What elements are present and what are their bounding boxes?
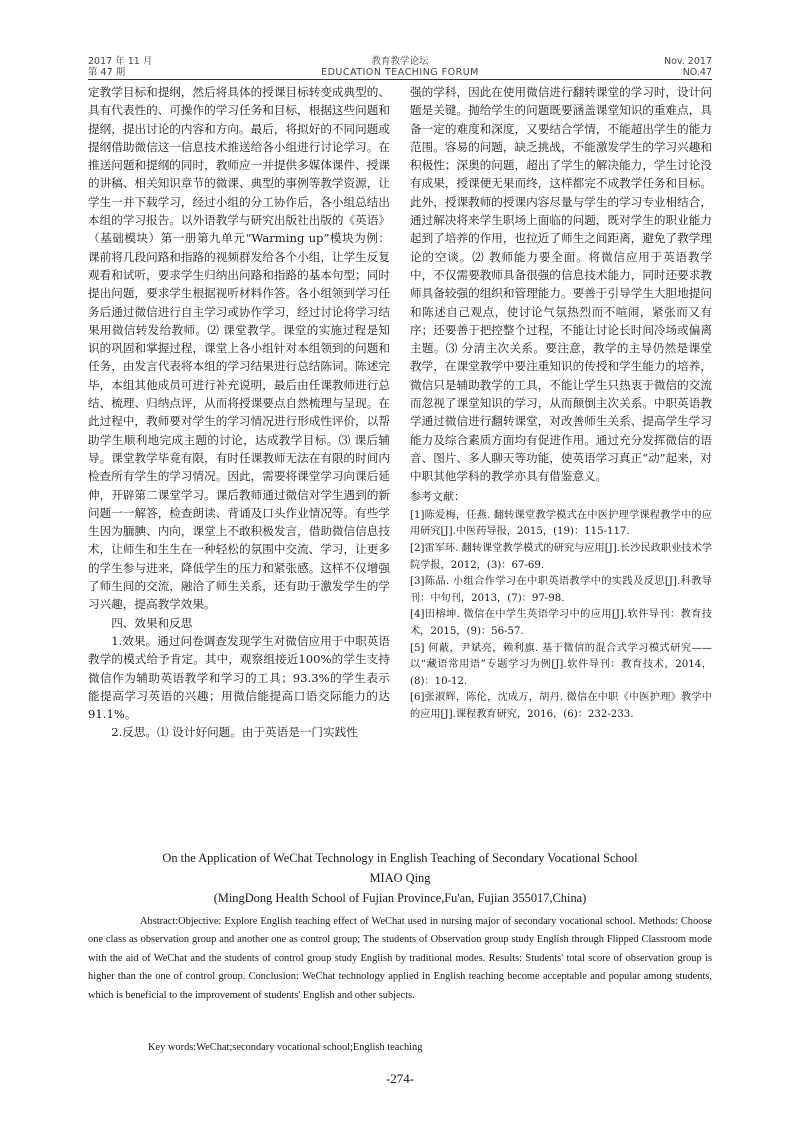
references-list [410, 508, 712, 724]
references-title: 参考文献： [410, 489, 465, 503]
keywords-text: WeChat;secondary vocational school;English teaching [196, 1042, 423, 1053]
english-author: MIAO Qing [369, 871, 431, 885]
english-abstract [88, 913, 712, 1005]
right-column [410, 83, 712, 841]
reference-item: [2]雷军环. 翻转课堂教学模式的研究与应用[J].长沙民政职业技术学院学报，2012，(3)：67-69. [410, 543, 712, 571]
reference-item: [6]张淑辉，陈伦，沈成万，胡丹. 微信在中职《中医护理》教学中的应用[J].课程教育研究，2016，(6)：232-233. [410, 692, 712, 720]
reference-item: [1]陈爱梅，任燕. 翻转课堂教学模式在中医护理学课程教学中的应用研究[J].中医药导报，2015，(19)：115-117. [410, 509, 712, 538]
header-issue: 第 47 期 [88, 67, 126, 78]
reference-item: [5] 何蔽，尹斌亮，赖利旗. 基于微信的混合式学习模式研究——以“藏语常用语”专题学习为例[J].软件导刊：教育技术，2014，(8)：10-12. [410, 642, 712, 687]
keywords-label: Key words: [148, 1042, 197, 1053]
abstract-text: Objective: Explore English teaching effect of WeChat used in nursing major of secondary vocational school. Methods: Choose one class as observation group and another one as control group; The students of Observation group study English through Flipped Classroom mode with the aid of WeChat and the students of control group study English by traditional modes. Results: Students' total score of observation group is higher than the one of control group. Conclusion: WeChat technology applied in English teaching become acceptable and popular among students, which is beneficial to the improvement of students' English and other subjects. [88, 916, 712, 1001]
left-paragraph: 1.效果。通过问卷调查发现学生对微信应用于中职英语教学的模式给予肯定。其中，观察组接近100%的学生支持微信作为辅助英语教学和学习的工具；93.3%的学生表示能提高学习英语的兴趣；用微信能提高口语交际能力的达91.1%。 [88, 633, 390, 722]
journal-name-cn: 教育教学论坛 [371, 56, 429, 67]
journal-name-en: EDUCATION TEACHING FORUM [321, 67, 479, 78]
abstract-label: Abstract: [140, 916, 179, 927]
header-right [664, 56, 712, 78]
header-left [88, 56, 152, 78]
header-rule [88, 79, 712, 80]
reference-item: [3]陈晶. 小组合作学习在中职英语教学中的实践及反思[J].科教导刊：中旬刊，2013，(7)：97-98. [410, 576, 712, 604]
english-title: On the Application of WeChat Technology in English Teaching of Secondary Vocational School [162, 851, 638, 865]
english-keywords [148, 1042, 712, 1053]
header-issue-en: NO.47 [682, 67, 712, 78]
left-paragraph: 定教学目标和提纲，然后将具体的授课目标转变成典型的、具有代表性的、可操作的学习任务和目标，根据这些问题和提纲，提出讨论的内容和方向。最后，将拟好的不同问题或提纲借助微信这一信息技术推送给各小组进行讨论学习。在推送问题和提纲的同时，教师应一并提供多媒体课件、授课的讲稿、相关知识章节的微课、典型的事例等教学资源，让学生一并下载学习，经过小组的分工协作后，各小组总结出本组的学习报告。以外语教学与研究出版社出版的《英语》（基础模块）第一册第九单元“Warming up”模块为例：课前将几段问路和指路的视频群发给各个小组，让学生反复观看和试听，要求学生归纳出问路和指路的基本句型；同时提出问题，要求学生根据视听材料作答。各小组领到学习任务后通过微信进行自主学习或协作学习，经过讨论将学习结果用微信转发给教师。⑵ 课堂教学。课堂的实施过程是知识的巩固和掌握过程，课堂上各小组针对本组领到的问题和任务，由发言代表将本组的学习结果进行总结陈词。陈述完毕，本组其他成员可进行补充说明，最后由任课教师进行总结、梳理、归纳点评，从而将授课要点自然梳理与呈现。在此过程中，教师要对学生的学习情况进行形成性评价，以帮助学生顺利地完成主题的讨论，达成教学目标。⑶ 课后辅导。课堂教学毕竟有限，有时任课教师无法在有限的时间内检查所有学生的学习情况。因此，需要将课堂学习向课后延伸，开辟第二课堂学习。课后教师通过微信对学生遇到的新问题一一解答，检查朗读、背诵及口头作业情况等。有些学生因为腼腆、内向，课堂上不敢积极发言，借助微信信息技术，让师生和生生在一种轻松的氛围中交流、学习，让更多的学生参与进来，降低学生的压力和紧张感。这样不仅增强了师生间的交流，融洽了师生关系，还有助于激发学生的学习兴趣，提高教学效果。 [88, 85, 390, 612]
english-affiliation: (MingDong Health School of Fujian Province,Fu'an, Fujian 355017,China) [213, 891, 587, 905]
header-date: 2017 年 11 月 [88, 56, 153, 67]
right-paragraph: 强的学科，因此在使用微信进行翻转课堂的学习时，设计问题是关键。抛给学生的问题既要涵盖课堂知识的重难点，具备一定的难度和深度，又要结合学情，不能超出学生的能力范围。容易的问题，缺乏挑战，不能激发学生的学习兴趣和积极性；深奥的问题，超出了学生的解决能力，学生讨论没有成果，授课便无果而终，这样都完不成教学任务和目标。此外，授课教师的授课内容尽量与学生的学习专业相结合，通过解决将来学生职场上面临的问题，既对学生的职业能力起到了培养的作用，也拉近了师生之间距离，避免了教学理论的空谈。⑵ 教师能力要全面。将微信应用于英语教学中，不仅需要教师具备很强的信息技术能力，同时还要求教师具备较强的组织和管理能力。要善于引导学生大胆地提问和陈述自己观点，使讨论气氛热烈而不喧闹，紧张而又有序；还要善于把控整个过程，不能让讨论长时间冷场或偏离主题。⑶ 分清主次关系。要注意，教学的主导仍然是课堂教学，在课堂教学中要注重知识的传授和学生能力的培养，微信只是辅助教学的工具，不能让学生只热衷于微信的交流而忽视了课堂知识的学习，从而颠倒主次关系。中职英语教学通过微信进行翻转课堂，对改善师生关系、提高学生学习能力及综合素质方面均有促进作用。通过充分发挥微信的语音、图片、多人聊天等功能，使英语学习真正“动”起来，对中职其他学科的教学亦具有借鉴意义。 [410, 85, 712, 484]
header-date-en: Nov. 2017 [663, 56, 712, 67]
left-paragraph: 2.反思。⑴ 设计好问题。由于英语是一门实践性 [111, 725, 358, 740]
header-center [300, 56, 500, 78]
reference-item: [4]田榕坤. 微信在中学生英语学习中的应用[J].软件导刊：教育技术，2015，(9)：56-57. [410, 609, 712, 637]
left-column [88, 83, 390, 843]
page-number: -274- [385, 1071, 415, 1086]
left-paragraph: 四、效果和反思 [111, 615, 193, 630]
